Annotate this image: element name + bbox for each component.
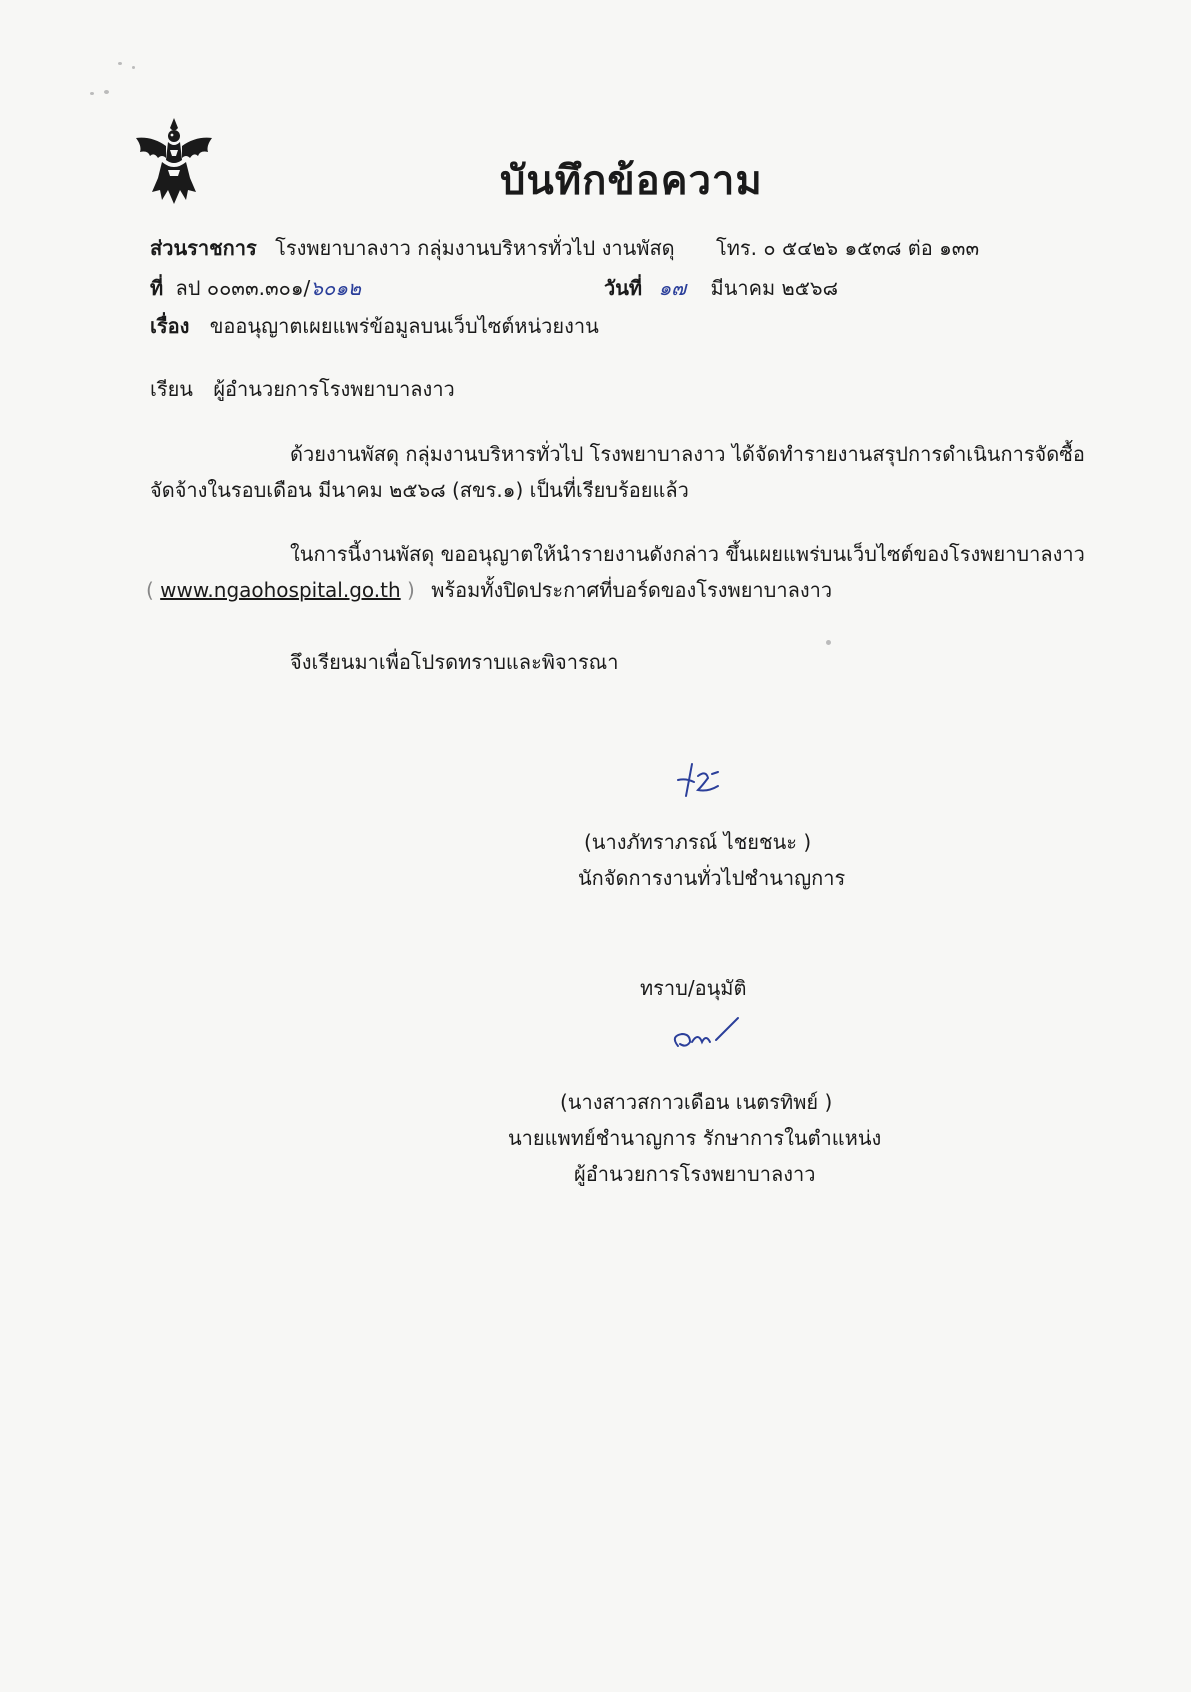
- paren-open: (: [146, 578, 154, 602]
- salutation-row: [150, 377, 455, 402]
- salutation-recipient: ผู้อำนวยการโรงพยาบาลงาว: [213, 377, 455, 401]
- date-handwritten-day: ๑๗: [658, 276, 687, 300]
- signature-1-icon: [672, 756, 728, 804]
- paren-close: ): [407, 578, 415, 602]
- scan-speck: [132, 66, 135, 69]
- subject-label: เรื่อง: [150, 314, 190, 338]
- hospital-website-link[interactable]: www.ngaohospital.go.th: [160, 578, 401, 602]
- date-month-year: มีนาคม ๒๕๖๘: [710, 276, 838, 300]
- salutation-label: เรียน: [150, 377, 193, 401]
- reference-handwritten-number: ๖๐๑๒: [310, 276, 362, 300]
- reference-prefix: ลป ๐๐๓๓.๓๐๑/: [175, 276, 311, 300]
- paragraph-1-line-2: จัดจ้างในรอบเดือน มีนาคม ๒๕๖๘ (สขร.๑) เป็นที่เรียบร้อยแล้ว: [150, 478, 689, 502]
- signer-1-position: นักจัดการงานทั่วไปชำนาญการ: [578, 866, 846, 890]
- signer-2-position-2: ผู้อำนวยการโรงพยาบาลงาว: [574, 1162, 816, 1186]
- signature-2-icon: [668, 1012, 748, 1056]
- date-label: วันที่: [604, 276, 643, 300]
- memo-title: บันทึกข้อความ: [500, 158, 763, 204]
- scan-speck: [90, 92, 94, 95]
- scan-speck: [826, 640, 831, 645]
- paragraph-1-line-1: ด้วยงานพัสดุ กลุ่มงานบริหารทั่วไป โรงพยาบาลงาว ได้จัดทำรายงานสรุปการดำเนินการจัดซื้อ: [290, 442, 1085, 466]
- date-row: [604, 276, 838, 301]
- paragraph-2-line-2-text: พร้อมทั้งปิดประกาศที่บอร์ดของโรงพยาบาลงาว: [431, 578, 833, 602]
- phone-number: โทร. ๐ ๕๔๒๖ ๑๕๓๘ ต่อ ๑๓๓: [716, 236, 980, 260]
- subject-value: ขออนุญาตเผยแพร่ข้อมูลบนเว็บไซต์หน่วยงาน: [209, 314, 599, 338]
- scan-speck: [118, 62, 122, 65]
- approval-note: ทราบ/อนุมัติ: [640, 976, 747, 1000]
- paragraph-2-line-2: [146, 578, 832, 603]
- signer-2-name: (นางสาวสกาวเดือน เนตรทิพย์ ): [560, 1090, 833, 1114]
- reference-row: [150, 276, 361, 301]
- agency-row: [150, 236, 675, 261]
- agency-value: โรงพยาบาลงาว กลุ่มงานบริหารทั่วไป งานพัสดุ: [275, 236, 675, 260]
- scan-speck: [104, 90, 109, 94]
- closing-sentence: จึงเรียนมาเพื่อโปรดทราบและพิจารณา: [290, 650, 619, 674]
- subject-row: [150, 314, 599, 339]
- paragraph-2-line-1: ในการนี้งานพัสดุ ขออนุญาตให้นำรายงานดังกล่าว ขึ้นเผยแพร่บนเว็บไซต์ของโรงพยาบาลงาว: [290, 542, 1085, 566]
- signer-2-position-1: นายแพทย์ชำนาญการ รักษาการในตำแหน่ง: [508, 1126, 882, 1150]
- reference-label: ที่: [150, 276, 164, 300]
- agency-label: ส่วนราชการ: [150, 236, 257, 260]
- garuda-emblem-icon: [132, 116, 216, 206]
- signer-1-name: (นางภัทราภรณ์ ไชยชนะ ): [584, 830, 812, 854]
